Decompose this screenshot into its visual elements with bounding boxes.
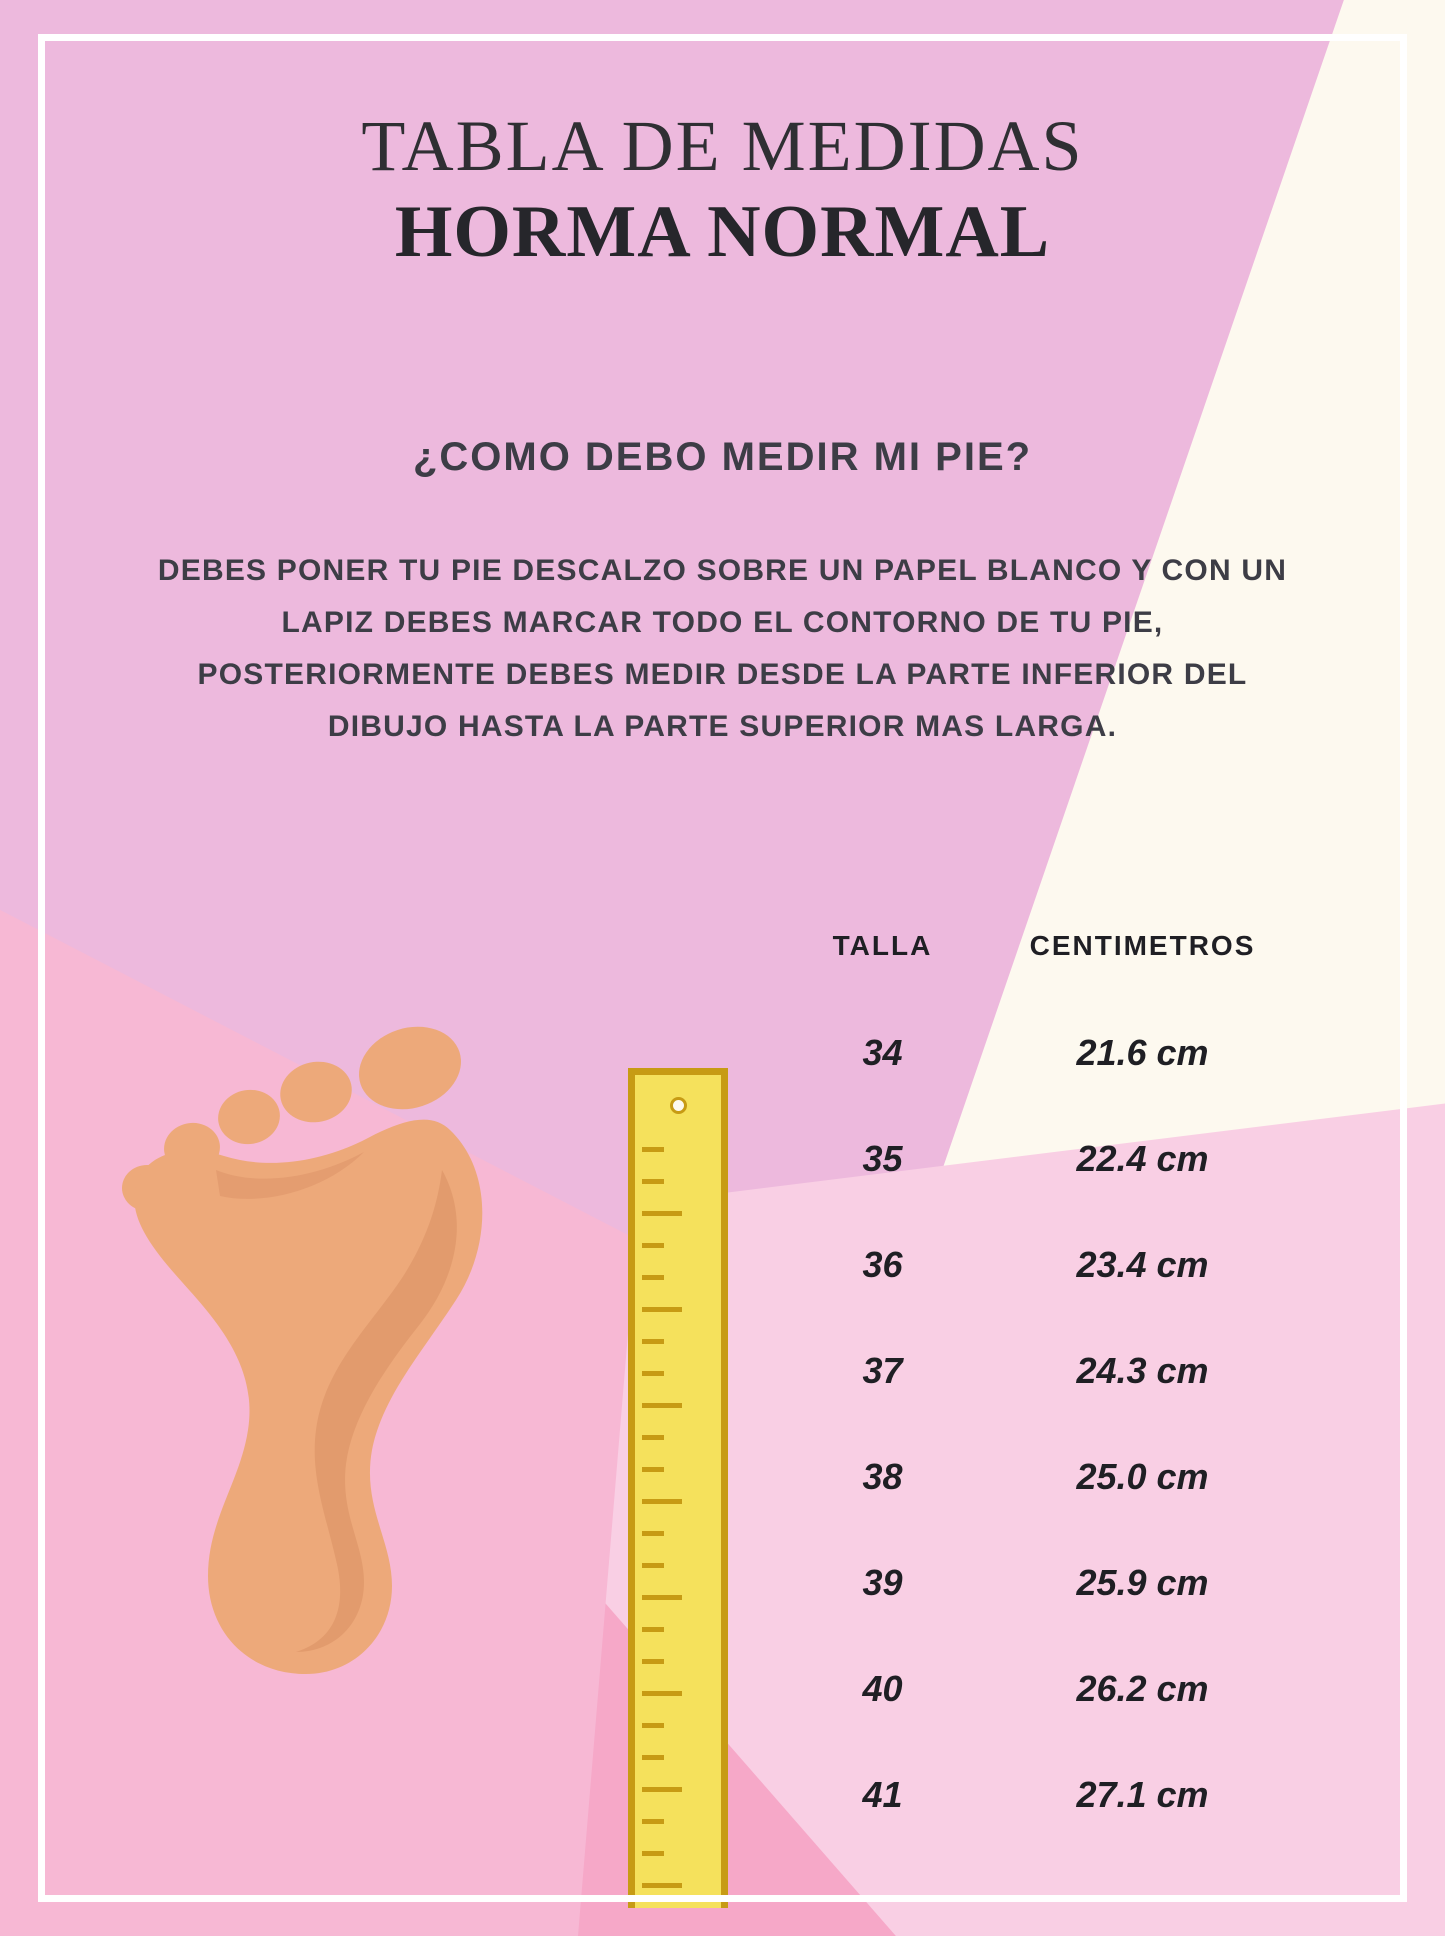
cell-talla: 39: [862, 1562, 903, 1603]
page-title-line2: HORMA NORMAL: [394, 191, 1051, 273]
question-heading: ¿COMO DEBO MEDIR MI PIE?: [412, 435, 1033, 479]
cell-centimetros: 23.4 cm: [1076, 1244, 1209, 1285]
cell-centimetros: 24.3 cm: [1076, 1350, 1209, 1391]
cell-talla: 34: [862, 1032, 903, 1073]
cell-talla: 38: [862, 1456, 903, 1497]
cell-talla: 36: [862, 1244, 903, 1285]
table-header-row: [790, 930, 1310, 1032]
cell-centimetros: 22.4 cm: [1076, 1138, 1209, 1179]
table-row: [790, 1668, 1310, 1774]
cell-centimetros: 25.9 cm: [1076, 1562, 1209, 1603]
cell-centimetros: 27.1 cm: [1076, 1774, 1209, 1815]
table-row: [790, 1244, 1310, 1350]
cell-centimetros: 25.0 cm: [1076, 1456, 1209, 1497]
cell-centimetros: 26.2 cm: [1076, 1668, 1209, 1709]
table-row: [790, 1032, 1310, 1138]
table-row: [790, 1562, 1310, 1668]
cell-talla: 41: [862, 1774, 903, 1815]
table-row: [790, 1138, 1310, 1244]
column-header-centimetros: CENTIMETROS: [1029, 930, 1256, 961]
size-table: [790, 930, 1310, 1880]
cell-talla: 40: [862, 1668, 903, 1709]
page-title-line1: TABLA DE MEDIDAS: [361, 106, 1084, 186]
table-row: [790, 1774, 1310, 1880]
cell-talla: 35: [862, 1138, 903, 1179]
instructions-text: DEBES PONER TU PIE DESCALZO SOBRE UN PAPEL BLANCO Y CON UN LAPIZ DEBES MARCAR TODO EL CONTORNO DE TU PIE, POSTERIORMENTE DEBES MEDIR DESDE LA PARTE INFERIOR DEL DIBUJO HASTA LA PARTE SUPERIOR MAS LARGA.: [157, 554, 1288, 743]
table-row: [790, 1350, 1310, 1456]
column-header-talla: TALLA: [832, 930, 933, 961]
table-row: [790, 1456, 1310, 1562]
cell-talla: 37: [862, 1350, 903, 1391]
cell-centimetros: 21.6 cm: [1076, 1032, 1209, 1073]
